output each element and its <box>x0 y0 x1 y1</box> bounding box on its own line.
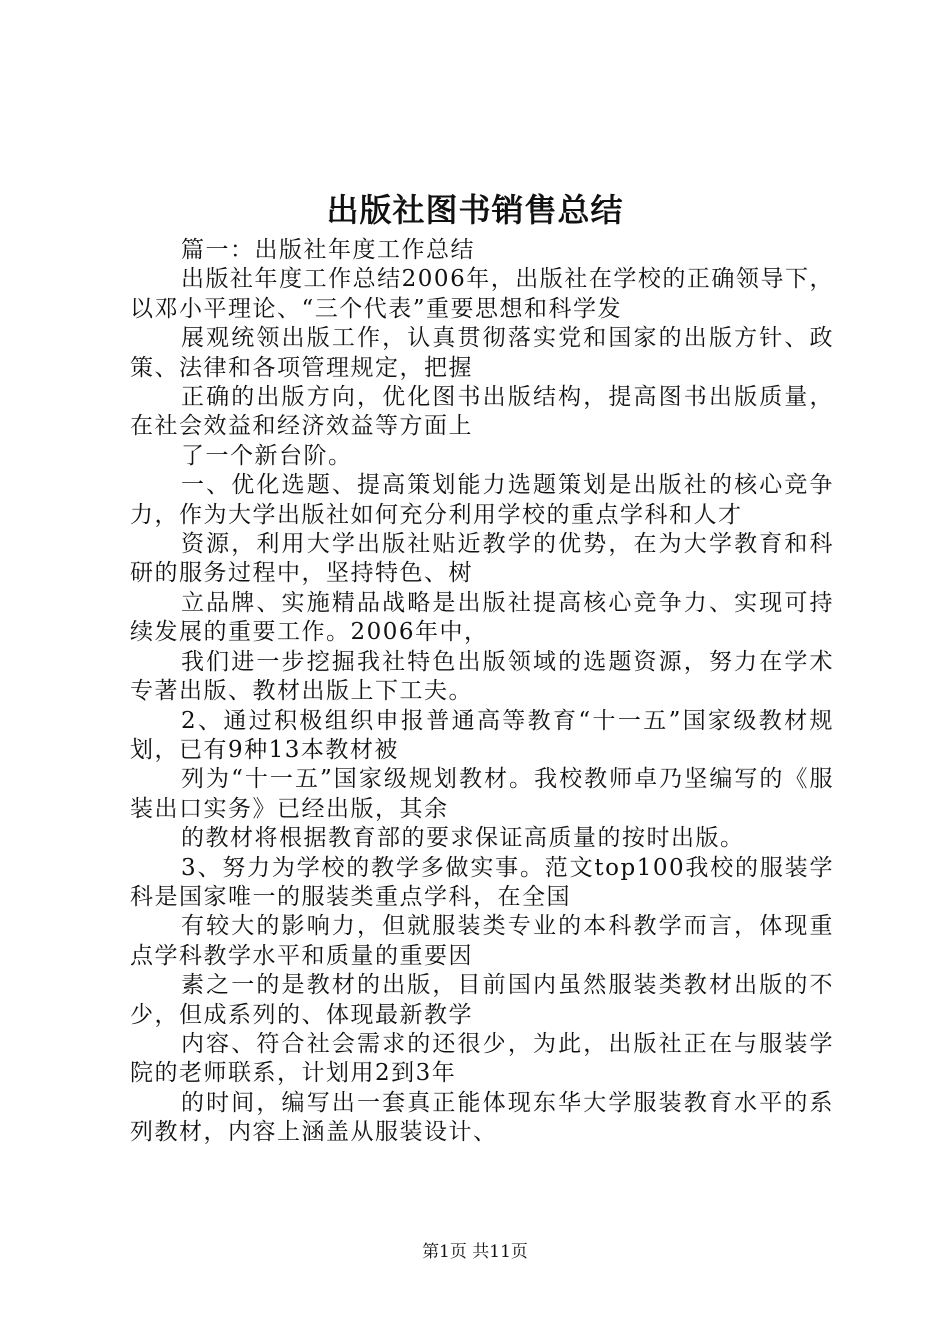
page-number-footer: 第1页 共11页 <box>422 1242 528 1262</box>
paragraph: 2、通过积极组织申报普通高等教育“十一五”国家级教材规划，已有9种13本教材被 <box>130 707 834 763</box>
paragraph: 立品牌、实施精品战略是出版社提高核心竞争力、实现可持续发展的重要工作。2006年中， <box>130 589 834 646</box>
page-title: 出版社图书销售总结 <box>326 191 624 229</box>
paragraph: 资源，利用大学出版社贴近教学的优势，在为大学教育和科研的服务过程中，坚持特色、树 <box>130 531 834 587</box>
paragraph: 的时间，编写出一套真正能体现东华大学服装教育水平的系列教材，内容上涵盖从服装设计、 <box>130 1089 834 1146</box>
paragraph: 了一个新台阶。 <box>181 442 353 469</box>
document-body <box>130 236 834 1148</box>
paragraph: 篇一：出版社年度工作总结 <box>181 237 475 263</box>
paragraph: 我们进一步挖掘我社特色出版领域的选题资源，努力在学术专著出版、教材出版上下工夫。 <box>130 648 834 705</box>
paragraph: 一、优化选题、提高策划能力选题策划是出版社的核心竞争力，作为大学出版社如何充分利用学校的重点学科和人才 <box>130 472 834 528</box>
paragraph: 出版社年度工作总结2006年，出版社在学校的正确领导下，以邓小平理论、“三个代表”重要思想和科学发 <box>130 266 834 322</box>
paragraph: 列为“十一五”国家级规划教材。我校教师卓乃坚编写的《服装出口实务》已经出版，其余 <box>130 766 834 822</box>
paragraph: 展观统领出版工作，认真贯彻落实党和国家的出版方针、政策、法律和各项管理规定，把握 <box>130 325 834 381</box>
paragraph: 有较大的影响力，但就服装类专业的本科教学而言，体现重点学科教学水平和质量的重要因 <box>130 913 834 969</box>
paragraph: 正确的出版方向，优化图书出版结构，提高图书出版质量，在社会效益和经济效益等方面上 <box>130 384 834 440</box>
paragraph: 素之一的是教材的出版，目前国内虽然服装类教材出版的不少，但成系列的、体现最新教学 <box>130 972 834 1028</box>
paragraph: 内容、符合社会需求的还很少，为此，出版社正在与服装学院的老师联系，计划用2到3年 <box>130 1030 834 1087</box>
paragraph: 3、努力为学校的教学多做实事。范文top100我校的服装学科是国家唯一的服装类重点学科，在全国 <box>130 854 834 910</box>
paragraph: 的教材将根据教育部的要求保证高质量的按时出版。 <box>181 825 745 852</box>
